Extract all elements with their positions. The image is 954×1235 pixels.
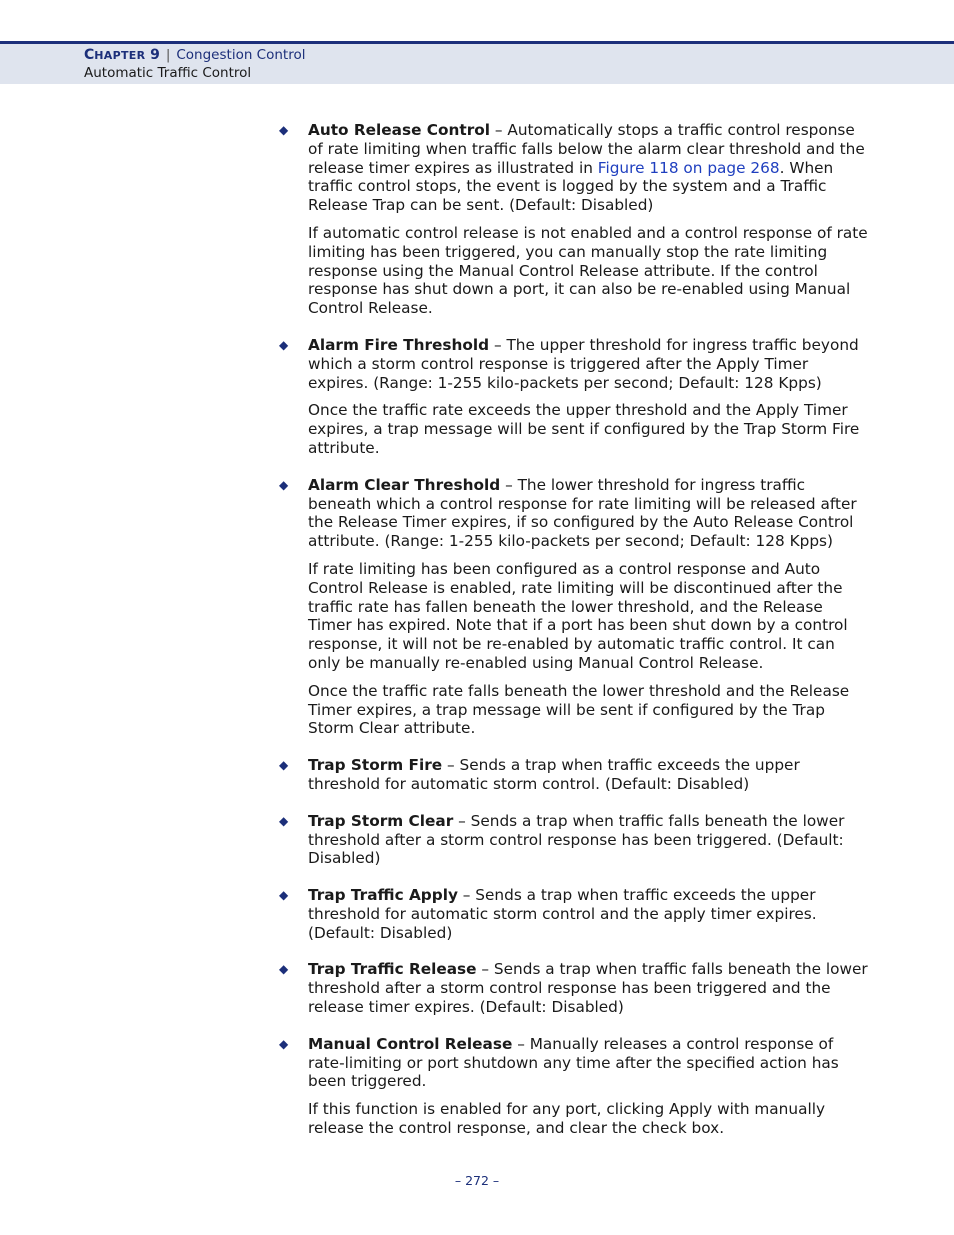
item-term: Trap Traffic Release [308,960,477,979]
diamond-bullet-icon: ◆ [279,123,289,137]
page-number: – 272 – [454,1173,500,1188]
diamond-bullet-icon: ◆ [279,888,289,903]
page-footer [0,1173,954,1188]
item-description: Alarm Fire Threshold – The upper threshold for ingress traffic beyond which a storm control response is triggered after the Apply Timer expires. (Range: 1-255 kilo-packets per second; Default: 128 Kpps) [308,335,859,392]
diamond-bullet-icon: ◆ [279,1036,289,1051]
item-term: Trap Storm Fire [308,756,443,775]
item-description: Trap Storm Fire – Sends a trap when traffic exceeds the upper threshold for automatic storm control. (Default: Disabled) [308,756,800,793]
diamond-bullet-icon: ◆ [279,758,289,773]
list-item [279,756,868,794]
diamond-bullet-icon: ◆ [279,813,289,828]
list-item [279,335,868,458]
item-paragraph: If automatic control release is not enabled and a control response of rate limiting has been triggered, you can manually stop the rate limiting response using the Manual Control Release attribute. If the control response has shut down a port, it can also be re-enabled using Manual Control Release. [308,223,868,318]
item-term: Alarm Fire Threshold [308,335,490,354]
item-description: Manual Control Release – Manually releases a control response of rate-limiting or port shutdown any time after the specified action has been triggered. [308,1034,839,1091]
item-paragraph: If rate limiting has been configured as a control response and Auto Control Release is enabled, rate limiting will be discontinued after the traffic rate has fallen beneath the lower threshold, and the Release Timer has expired. Note that if a port has been shut down by a control response, it will not be re-enabled by automatic traffic control. It can only be manually re-enabled using Manual Control Release. [308,559,848,672]
diamond-bullet-icon: ◆ [279,962,289,977]
figure-link[interactable]: Figure 118 on page 268 [597,158,780,177]
list-item [279,960,868,1017]
item-term: Alarm Clear Threshold [308,475,501,494]
chapter-line [84,47,305,63]
diamond-bullet-icon: ◆ [279,337,289,352]
item-paragraph: If this function is enabled for any port, clicking Apply with manually release the control response, and clear the check box. [308,1100,826,1138]
list-item [279,121,868,318]
item-description: Alarm Clear Threshold – The lower threshold for ingress traffic beneath which a control response for rate limiting will be released after the Release Timer expires, if so configured by the Auto Release Control attribute. (Range: 1-255 kilo-packets per second; Default: 128 Kpps) [308,475,857,551]
diamond-bullet-icon: ◆ [279,477,289,492]
main-content [279,121,868,1156]
list-item [279,811,868,868]
item-term: Trap Traffic Apply [308,886,458,905]
chapter-label: CHAPTER 9 [84,47,160,63]
list-item [279,886,868,942]
item-description: Trap Traffic Apply – Sends a trap when traffic exceeds the upper threshold for automatic storm control and the apply timer expires. (Default: Disabled) [308,886,817,942]
item-term: Manual Control Release [308,1034,513,1053]
list-item [279,1034,868,1138]
chapter-title: Congestion Control [176,47,306,63]
header-separator: | [165,47,171,63]
section-title: Automatic Traffic Control [84,65,252,81]
item-term: Auto Release Control [308,121,491,139]
item-description: Trap Storm Clear – Sends a trap when traffic falls beneath the lower threshold after a storm control response has been triggered. (Default: Disabled) [308,811,845,868]
running-header [0,41,954,84]
item-description: Auto Release Control – Automatically stops a traffic control response of rate limiting when traffic falls below the alarm clear threshold and the release timer expires as illustrated in Figure 118 on page 268. When traffic control stops, the event is logged by the system and a Traffic Release Trap can be sent. (Default: Disabled) [308,121,865,215]
list-item [279,475,868,738]
item-paragraph: Once the traffic rate falls beneath the lower threshold and the Release Timer expires, a trap message will be sent if configured by the Trap Storm Clear attribute. [308,681,850,738]
item-term: Trap Storm Clear [308,811,454,830]
item-paragraph: Once the traffic rate exceeds the upper threshold and the Apply Timer expires, a trap message will be sent if configured by the Trap Storm Fire attribute. [308,401,860,457]
item-description: Trap Traffic Release – Sends a trap when traffic falls beneath the lower threshold after a storm control response has been triggered and the release timer expires. (Default: Disabled) [308,960,868,1017]
